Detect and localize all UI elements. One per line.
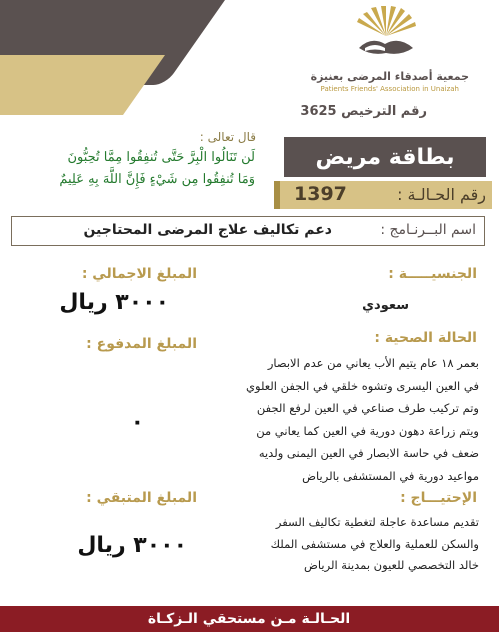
card-title: بطاقة مريض xyxy=(285,137,487,177)
nationality-value: سعودي xyxy=(363,298,410,313)
nationality-label: الجنسيـــــة : xyxy=(389,266,478,282)
case-number-row xyxy=(275,181,493,209)
health-description xyxy=(220,352,480,487)
association-logo-icon xyxy=(352,6,422,68)
health-line: ويتم زراعة دهون دورية في العين كما يعاني من xyxy=(257,423,480,438)
zakat-eligibility-banner: الحـالـة مـن مستحقي الـزكـاة xyxy=(0,606,500,632)
needs-description xyxy=(220,512,480,577)
health-line: ضعف في حاسة الابصار في العين اليمنى ولديه xyxy=(259,446,480,460)
health-line: مواعيد دورية في المستشفى بالرياض xyxy=(303,468,480,483)
needs-line: خالد التخصصي للعيون بمدينة الرياض xyxy=(305,558,480,572)
program-label: اسم البــرنـامج : xyxy=(381,222,477,238)
program-value: دعم تكاليف علاج المرضى المحتاجين xyxy=(84,222,333,238)
organization-name-ar: جمعية أصدقاء المرضى بعنيزة xyxy=(311,70,470,83)
paid-amount-label: المبلغ المدفوع : xyxy=(87,336,198,352)
program-box xyxy=(12,216,486,246)
total-amount-label: المبلغ الاجمالي : xyxy=(82,266,198,282)
health-label: الحالة الصحية : xyxy=(375,330,478,346)
verse-line-2: وَمَا تُنفِقُوا مِن شَيْءٍ فَإِنَّ اللَّهَ بِهِ عَلِيمٌ xyxy=(60,172,256,187)
verse-line-1: لَن تَنَالُوا الْبِرَّ حَتَّى تُنفِقُوا مِمَّا تُحِبُّونَ xyxy=(68,150,256,165)
health-line: بعمر ١٨ عام يتيم الأب يعاني من عدم الابصار xyxy=(268,356,480,370)
license-number: رقم الترخيص 3625 xyxy=(301,104,428,119)
decor-gold-band xyxy=(0,55,166,115)
needs-label: الإحتيـــاج : xyxy=(401,490,478,506)
remaining-amount-label: المبلغ المتبقي : xyxy=(87,490,198,506)
verse-intro: قال تعالى : xyxy=(200,130,257,144)
health-line: وتم تركيب طرف صناعي في العين لرفع الجفن xyxy=(257,401,480,415)
health-line: في العين اليسرى وتشوه خلقي في الجفن العلوي xyxy=(247,378,480,393)
needs-line: والسكن للعملية والعلاج في مستشفى الملك xyxy=(271,536,480,551)
organization-name-en: Patients Friends' Association in Unaizah xyxy=(321,85,460,93)
case-number-label: رقم الحـالـة : xyxy=(398,185,487,204)
remaining-amount-value: ٣٠٠٠ ريال xyxy=(78,533,188,558)
case-number-value: 1397 xyxy=(295,183,348,205)
paid-amount-value: ٠ xyxy=(131,410,145,435)
needs-line: تقديم مساعدة عاجلة لتغطية تكاليف السفر xyxy=(276,515,480,529)
total-amount-value: ٣٠٠٠ ريال xyxy=(60,290,170,315)
